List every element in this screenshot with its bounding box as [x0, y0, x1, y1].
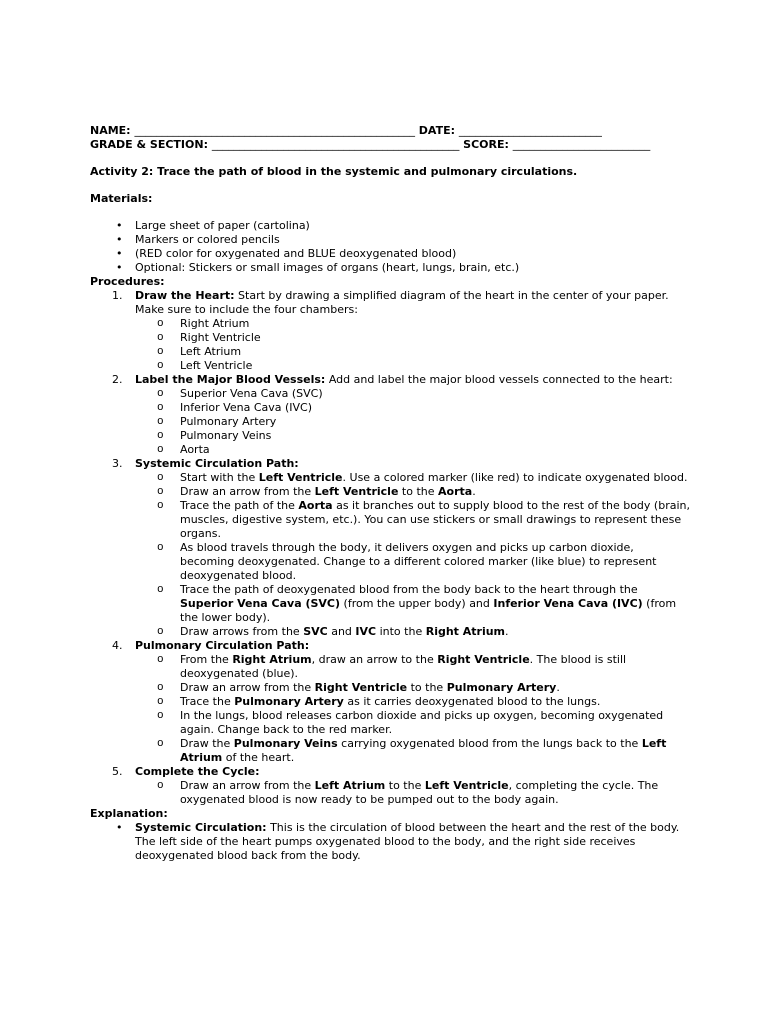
explanation-list: [90, 821, 690, 863]
bold-term: Aorta: [298, 499, 333, 512]
step-sub-item: [135, 443, 690, 457]
sub-item-marker: o: [157, 500, 164, 512]
sub-item-text: as it branches out to supply blood to the rest of the body (brain, muscles, digestive system, etc.). You can use stickers or small drawings to represent these organs.: [180, 499, 690, 540]
step-sub-item: [135, 471, 690, 485]
step-title: Draw the Heart:: [135, 289, 235, 302]
step-number: 5.: [112, 765, 123, 778]
grade-section-label: GRADE & SECTION:: [90, 138, 208, 151]
sub-item-marker: o: [157, 626, 164, 638]
bold-term: Inferior Vena Cava (IVC): [493, 597, 643, 610]
materials-item: • Markers or colored pencils: [90, 233, 690, 247]
header-row-grade-score: [90, 138, 690, 152]
sub-item-text: Left Ventricle: [180, 359, 253, 372]
step-sub-item: [135, 779, 690, 807]
sub-item-text: Aorta: [180, 443, 210, 456]
sub-item-text: . Use a colored marker (like red) to indicate oxygenated blood.: [342, 471, 688, 484]
sub-item-marker: o: [157, 584, 164, 596]
procedures-list: [90, 289, 690, 807]
sub-item-marker: o: [157, 388, 164, 400]
sub-item-text: Draw an arrow from the: [180, 681, 315, 694]
step-sub-item: [135, 359, 690, 373]
step-sub-item: [135, 499, 690, 541]
step-sub-list: [135, 387, 690, 457]
sub-item-text: .: [556, 681, 560, 694]
procedure-step: [90, 289, 690, 373]
bold-term: SVC: [303, 625, 328, 638]
explanation-text: This is the circulation of blood between the heart and the rest of the body. The left side of the heart pumps oxygenated blood to the body, and the right side receives deoxygenated blood back from the body.: [135, 821, 680, 862]
sub-item-marker: o: [157, 416, 164, 428]
sub-item-text: Pulmonary Artery: [180, 415, 277, 428]
step-number: 1.: [112, 289, 123, 302]
explanation-item: [90, 821, 690, 863]
sub-item-text: and: [327, 625, 356, 638]
sub-item-text: Pulmonary Veins: [180, 429, 272, 442]
sub-item-text: , draw an arrow to the: [311, 653, 438, 666]
procedure-step: [90, 639, 690, 765]
sub-item-text: Superior Vena Cava (SVC): [180, 387, 323, 400]
sub-item-marker: o: [157, 360, 164, 372]
sub-item-text: Inferior Vena Cava (IVC): [180, 401, 313, 414]
sub-item-marker: o: [157, 486, 164, 498]
sub-item-text: to the: [407, 681, 447, 694]
step-sub-list: [135, 653, 690, 765]
bold-term: Left Ventricle: [258, 471, 343, 484]
step-sub-item: [135, 681, 690, 695]
sub-item-text: Draw an arrow from the: [180, 779, 315, 792]
step-number: 4.: [112, 639, 123, 652]
step-title: Systemic Circulation Path:: [135, 457, 299, 470]
sub-item-text: Left Atrium: [180, 345, 242, 358]
sub-item-text: Draw the: [180, 737, 234, 750]
step-sub-item: [135, 485, 690, 499]
sub-item-marker: o: [157, 430, 164, 442]
sub-item-marker: o: [157, 710, 164, 722]
sub-item-marker: o: [157, 346, 164, 358]
materials-heading: Materials:: [90, 192, 153, 205]
materials-item: • Large sheet of paper (cartolina): [90, 219, 690, 233]
step-sub-item: [135, 331, 690, 345]
name-label: NAME:: [90, 124, 131, 137]
step-sub-item: [135, 653, 690, 681]
materials-item: • (RED color for oxygenated and BLUE deoxygenated blood): [90, 247, 690, 261]
bold-term: Right Ventricle: [314, 681, 408, 694]
sub-item-text: Draw arrows from the: [180, 625, 304, 638]
sub-item-text: As blood travels through the body, it delivers oxygen and picks up carbon dioxide, becoming deoxygenated. Change to a different colored marker (like blue) to represent deoxygenated blood.: [180, 541, 657, 582]
step-title: Label the Major Blood Vessels:: [135, 373, 326, 386]
bold-term: Aorta: [438, 485, 473, 498]
sub-item-marker: o: [157, 682, 164, 694]
sub-item-marker: o: [157, 472, 164, 484]
step-text: Start by drawing a simplified diagram of the heart in the center of your paper. Make sure to include the four chambers:: [135, 289, 669, 316]
step-sub-item: [135, 583, 690, 625]
sub-item-marker: o: [157, 738, 164, 750]
sub-item-text: of the heart.: [222, 751, 295, 764]
bold-term: Left Atrium: [314, 779, 386, 792]
procedure-step: [90, 457, 690, 639]
bold-term: Right Atrium: [232, 653, 312, 666]
sub-item-marker: o: [157, 654, 164, 666]
bold-term: Left Atrium: [180, 737, 667, 764]
sub-item-text: (from the upper body) and: [340, 597, 494, 610]
sub-item-marker: o: [157, 318, 164, 330]
procedure-step: [90, 765, 690, 807]
sub-item-text: carrying oxygenated blood from the lungs back to the: [337, 737, 642, 750]
score-blank-line[interactable]: _________________________: [512, 138, 651, 151]
step-number: 2.: [112, 373, 123, 386]
materials-list: [90, 219, 690, 275]
step-text: Add and label the major blood vessels connected to the heart:: [325, 373, 673, 386]
explanation-topic: Systemic Circulation:: [135, 821, 267, 834]
step-title: Pulmonary Circulation Path:: [135, 639, 310, 652]
bold-term: Pulmonary Veins: [233, 737, 338, 750]
sub-item-text: as it carries deoxygenated blood to the lungs.: [343, 695, 601, 708]
procedures-heading: Procedures:: [90, 275, 165, 288]
procedure-step: [90, 373, 690, 457]
sub-item-text: to the: [385, 779, 425, 792]
step-sub-item: [135, 317, 690, 331]
step-sub-item: [135, 541, 690, 583]
bold-term: Left Ventricle: [314, 485, 399, 498]
sub-item-text: Trace the path of the: [180, 499, 299, 512]
step-sub-item: [135, 695, 690, 709]
header-row-name-date: [90, 124, 690, 138]
step-sub-item: [135, 345, 690, 359]
step-sub-item: [135, 429, 690, 443]
sub-item-text: In the lungs, blood releases carbon dioxide and picks up oxygen, becoming oxygenated again. Change back to the red marker.: [180, 709, 664, 736]
sub-item-text: Draw an arrow from the: [180, 485, 315, 498]
step-sub-list: [135, 471, 690, 639]
sub-item-text: (from the lower body).: [180, 597, 677, 624]
sub-item-text: . The blood is still deoxygenated (blue).: [180, 653, 627, 680]
step-sub-list: [135, 779, 690, 807]
step-sub-item: [135, 401, 690, 415]
activity-title: Activity 2: Trace the path of blood in the systemic and pulmonary circulations.: [90, 165, 578, 178]
sub-item-marker: o: [157, 402, 164, 414]
sub-item-text: Trace the path of deoxygenated blood from the body back to the heart through the: [180, 583, 638, 596]
sub-item-text: .: [472, 485, 476, 498]
step-sub-item: [135, 709, 690, 737]
step-number: 3.: [112, 457, 123, 470]
date-blank-line[interactable]: __________________________: [458, 124, 602, 137]
sub-item-marker: o: [157, 332, 164, 344]
bold-term: IVC: [355, 625, 377, 638]
bold-term: Superior Vena Cava (SVC): [180, 597, 341, 610]
date-label: DATE:: [418, 124, 455, 137]
sub-item-text: Right Atrium: [180, 317, 250, 330]
sub-item-text: into the: [376, 625, 426, 638]
sub-item-text: Start with the: [180, 471, 259, 484]
sub-item-marker: o: [157, 444, 164, 456]
sub-item-text: From the: [180, 653, 233, 666]
step-sub-item: [135, 387, 690, 401]
sub-item-text: .: [505, 625, 509, 638]
bold-term: Pulmonary Artery: [446, 681, 557, 694]
bold-term: Left Ventricle: [424, 779, 509, 792]
materials-item: • Optional: Stickers or small images of organs (heart, lungs, brain, etc.): [90, 261, 690, 275]
sub-item-text: , completing the cycle. The oxygenated blood is now ready to be pumped out to the body again.: [180, 779, 659, 806]
name-blank-line[interactable]: ___________________________________________________: [134, 124, 415, 137]
sub-item-marker: o: [157, 780, 164, 792]
step-sub-item: [135, 415, 690, 429]
sub-item-text: to the: [398, 485, 439, 498]
explanation-heading: Explanation:: [90, 807, 168, 820]
score-label: SCORE:: [463, 138, 509, 151]
grade-section-blank-line[interactable]: _____________________________________________: [211, 138, 460, 151]
step-sub-item: [135, 625, 690, 639]
bold-term: Right Ventricle: [437, 653, 530, 666]
bold-term: Right Atrium: [425, 625, 506, 638]
worksheet-page: [90, 124, 690, 863]
step-sub-list: [135, 317, 690, 373]
sub-item-marker: o: [157, 696, 164, 708]
step-title: Complete the Cycle:: [135, 765, 260, 778]
sub-item-text: Trace the: [180, 695, 235, 708]
bold-term: Pulmonary Artery: [234, 695, 344, 708]
sub-item-text: Right Ventricle: [180, 331, 261, 344]
sub-item-marker: o: [157, 542, 164, 554]
step-sub-item: [135, 737, 690, 765]
